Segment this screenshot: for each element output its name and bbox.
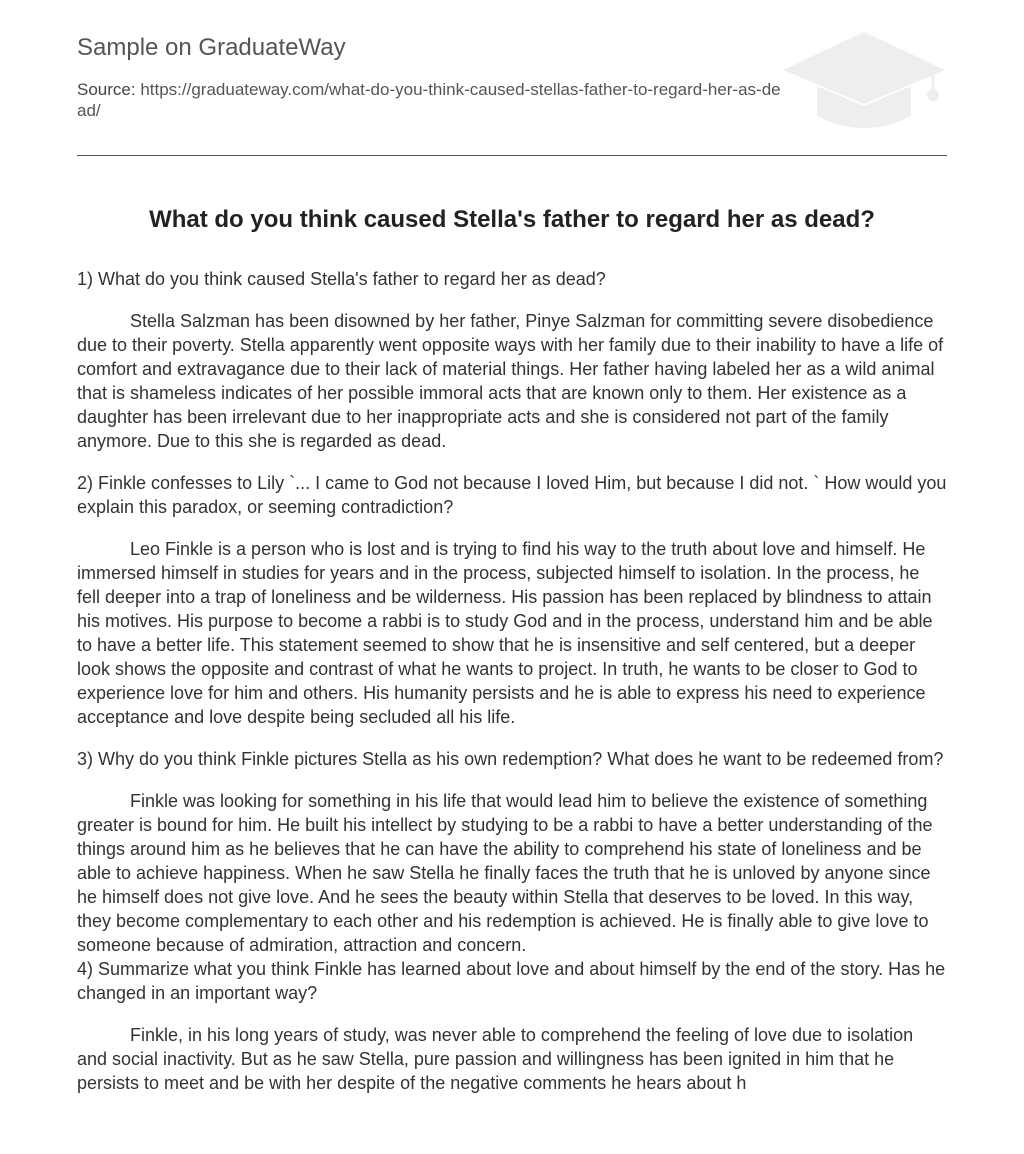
- header: [77, 0, 947, 156]
- answer-1: Stella Salzman has been disowned by her father, Pinye Salzman for committing severe disobedience due to their poverty. Stella apparently went opposite ways with her family due to their inability to have a life of comfort and extravagance due to their lack of material things. Her father having labeled her as a wild animal that is shameless indicates of her possible immoral acts that are known only to them. Her existence as a daughter has been irrelevant due to her inappropriate acts and she is considered not part of the family anymore. Due to this she is regarded as dead.: [77, 311, 944, 451]
- answer-3: Finkle was looking for something in his life that would lead him to believe the existence of something greater is bound for him. He built his intellect by studying to be a rabbi to have a better understanding of the things around him as he believes that he can have the ability to comprehend his state of loneliness and be able to achieve happiness. When he saw Stella he finally faces the truth that he is unloved by anyone since he himself does not give love. And he sees the beauty within Stella that deserves to be loved. In this way, they become complementary to each other and his redemption is achieved. He is finally able to give love to someone because of admiration, attraction and concern.: [77, 791, 933, 955]
- question-1: 1) What do you think caused Stella's father to regard her as dead?: [77, 269, 606, 289]
- answer-2: Leo Finkle is a person who is lost and is trying to find his way to the truth about love and himself. He immersed himself in studies for years and in the process, subjected himself to isolation. In the process, he fell deeper into a trap of loneliness and be wilderness. His passion has been replaced by blindness to attain his motives. His purpose to become a rabbi is to study God and in the process, understand him and be able to have a better life. This statement seemed to show that he is insensitive and self centered, but a deeper look shows the opposite and contrast of what he wants to project. In truth, he wants to be closer to God to experience love for him and others. His humanity persists and he is able to express his need to experience acceptance and love despite being secluded all his life.: [77, 539, 933, 727]
- question-4: 4) Summarize what you think Finkle has learned about love and about himself by the end of the story. Has he changed in an important way?: [77, 959, 946, 1003]
- source-line: [77, 79, 787, 121]
- cap-tassel: [927, 89, 939, 101]
- source-label: Source:: [77, 80, 141, 99]
- question-2: 2) Finkle confesses to Lily `... I came to God not because I loved Him, but because I did not. ` How would you explain this paradox, or seeming contradiction?: [77, 473, 947, 517]
- document-body: [77, 267, 947, 1113]
- source-link[interactable]: https://graduateway.com/what-do-you-think-caused-stellas-father-to-regard-her-as-dead/: [77, 80, 781, 120]
- answer-4: Finkle, in his long years of study, was never able to comprehend the feeling of love due to isolation and social inactivity. But as he saw Stella, pure passion and willingness has been ignited in him that he persists to meet and be with her despite of the negative comments he hears about h: [77, 1025, 914, 1093]
- header-divider: [77, 155, 947, 156]
- question-3: 3) Why do you think Finkle pictures Stella as his own redemption? What does he want to be redeemed from?: [77, 749, 944, 769]
- graduation-cap-icon: [781, 28, 947, 132]
- cap-board: [783, 32, 945, 104]
- site-title: Sample on GraduateWay: [77, 34, 346, 61]
- document-title: What do you think caused Stella's father to regard her as dead?: [149, 206, 875, 233]
